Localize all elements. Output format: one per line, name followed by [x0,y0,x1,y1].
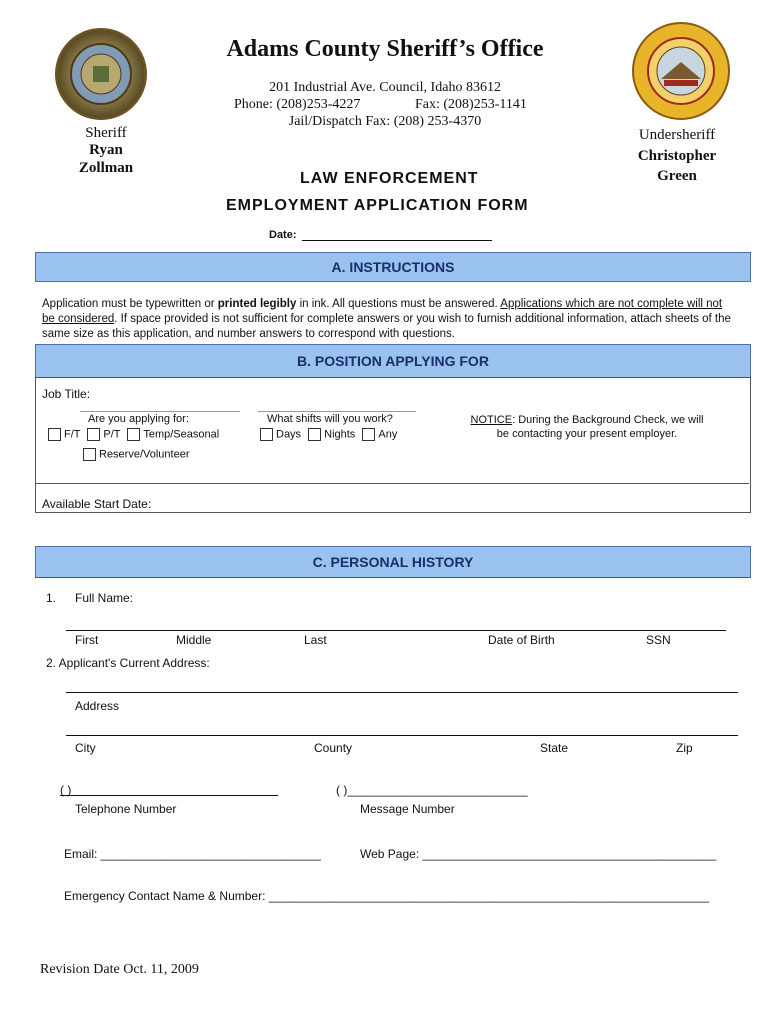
notice-text [452,413,722,441]
undersheriff-last-name: Green [657,168,697,184]
notice-text-1: : During the Background Check, we will [512,414,704,426]
instructions-bold: printed legibly [217,298,297,310]
ssn-label: SSN [646,633,671,647]
full-name-label: Full Name: [75,591,134,605]
section-c-divider [35,577,749,578]
notice-text-2: be contacting your present employer. [496,428,678,440]
shifts-divider [258,411,416,412]
emergency-contact-field[interactable]: Emergency Contact Name & Number: __________________________________________________________________ [64,889,710,903]
shifts-label: What shifts will you work? [267,413,393,425]
office-fax: Fax: (208)253-1141 [415,97,527,112]
jail-fax: Jail/Dispatch Fax: (208) 253-4370 [288,114,482,129]
office-address: 201 Industrial Ave. Council, Idaho 83612 [269,80,501,95]
nights-checkbox[interactable] [308,428,321,441]
date-field[interactable] [302,240,492,241]
instructions-underline: Applications which are not complete will not be considered [42,298,723,325]
section-b-header: B. POSITION APPLYING FOR [35,344,751,378]
message-number-field[interactable]: ( )___________________________ [336,783,528,797]
section-a-header: A. INSTRUCTIONS [35,252,751,282]
middle-name-label: Middle [176,633,212,647]
section-c-header: C. PERSONAL HISTORY [35,546,751,578]
ft-checkbox[interactable] [48,428,61,441]
instructions-part-1: Application must be typewritten or [42,298,218,310]
sheriff-first-name: Ryan [89,142,123,158]
city-label: City [75,741,96,755]
full-name-field[interactable] [66,630,726,631]
temp-label: Temp/Seasonal [143,428,220,441]
reserve-checkbox[interactable] [83,448,96,461]
last-name-label: Last [304,633,327,647]
date-label: Date: [269,229,297,241]
undersheriff-first-name: Christopher [637,148,717,164]
form-title-line-2: EMPLOYMENT APPLICATION FORM [226,197,529,214]
form-title-line-1: LAW ENFORCEMENT [300,170,479,187]
sheriff-title: Sheriff [85,125,127,141]
ft-label: F/T [64,428,81,441]
applying-for-divider [80,411,240,412]
start-date-divider [35,483,749,484]
any-checkbox[interactable] [362,428,375,441]
position-box [35,377,751,513]
job-title-label: Job Title: [42,387,91,401]
office-phone: Phone: (208)253-4227 [234,97,361,112]
dob-label: Date of Birth [488,633,555,647]
city-state-field[interactable] [66,735,738,736]
applying-for-label: Are you applying for: [88,413,189,425]
current-address-label: 2. Applicant's Current Address: [46,656,210,670]
sheriff-last-name: Zollman [78,160,134,176]
address-field[interactable] [66,692,738,693]
any-label: Any [378,428,398,441]
webpage-field[interactable]: Web Page: ____________________________________________ [360,847,717,861]
zip-label: Zip [676,741,693,755]
county-label: County [314,741,353,755]
telephone-area-code: ( ) [60,783,72,797]
first-name-label: First [75,633,99,647]
telephone-label: Telephone Number [75,802,177,816]
notice-label: NOTICE [470,414,513,426]
email-field[interactable]: Email: _________________________________ [64,847,321,861]
revision-date: Revision Date Oct. 11, 2009 [40,962,199,977]
office-title: Adams County Sheriff’s Office [226,36,544,62]
address-label: Address [75,699,120,713]
telephone-field[interactable] [60,795,278,796]
instructions-part-2: in ink. All questions must be answered. [296,298,501,310]
shifts-options [260,428,397,441]
temp-checkbox[interactable] [127,428,140,441]
instructions-part-3: . If space provided is not sufficient for complete answers or you wish to furnish additional information, attach sheets of the same size as this application, and number answers to correspond with questions. [42,313,731,340]
days-label: Days [276,428,302,441]
q1-number: 1. [46,591,57,605]
pt-checkbox[interactable] [87,428,100,441]
message-number-label: Message Number [360,802,455,816]
undersheriff-title: Undersheriff [638,127,716,143]
pt-label: P/T [103,428,121,441]
state-label: State [540,741,569,755]
reserve-label: Reserve/Volunteer [99,448,190,461]
nights-label: Nights [324,428,356,441]
instructions-text [42,297,738,342]
start-date-label: Available Start Date: [42,497,152,511]
days-checkbox[interactable] [260,428,273,441]
reserve-option [83,448,190,461]
applying-for-options [48,428,219,441]
